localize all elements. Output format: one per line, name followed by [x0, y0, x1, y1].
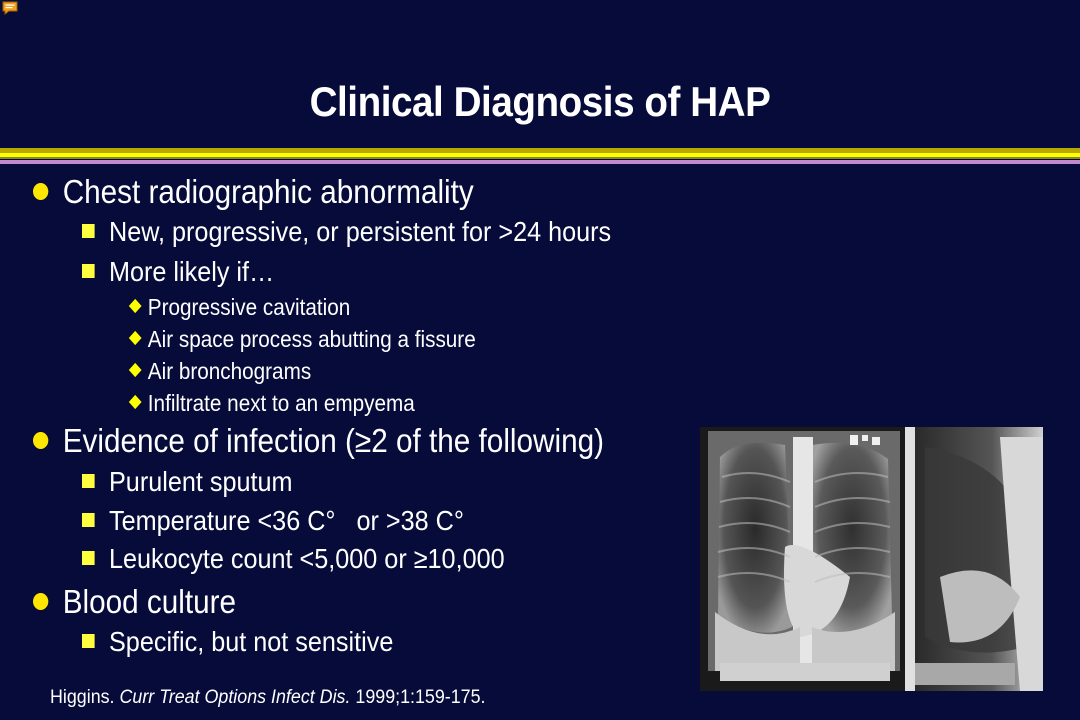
sub-sub-bullet-text: Air space process abutting a fissure — [147, 326, 476, 352]
yellow-circle-bullet-icon — [33, 183, 48, 200]
sub-bullet-text: Purulent sputum — [109, 466, 293, 497]
yellow-square-bullet-icon — [82, 634, 95, 648]
bullet-text: Blood culture — [62, 583, 237, 620]
sub-bullet-more-likely — [82, 256, 274, 288]
bullet-chest-radiographic — [33, 173, 474, 211]
sub-bullet-specific — [82, 626, 393, 658]
sub-bullet-text: Specific, but not sensitive — [109, 626, 394, 657]
yellow-square-bullet-icon — [82, 264, 95, 278]
yellow-diamond-bullet-icon — [129, 363, 142, 377]
yellow-circle-bullet-icon — [33, 432, 48, 449]
sub-bullet-new-progressive — [82, 216, 611, 248]
yellow-diamond-bullet-icon — [129, 395, 142, 409]
bullet-text: Evidence of infection (≥2 of the following) — [62, 422, 605, 459]
yellow-square-bullet-icon — [82, 224, 95, 238]
citation-author: Higgins. — [50, 687, 115, 708]
sub-bullet-leukocyte-count — [82, 543, 505, 575]
citation — [50, 687, 485, 709]
sub-bullet-text: New, progressive, or persistent for >24 hours — [109, 216, 612, 247]
yellow-square-bullet-icon — [82, 513, 95, 527]
sub-bullet-text: More likely if… — [109, 256, 275, 287]
bullet-blood-culture — [33, 583, 236, 621]
slide-title: Clinical Diagnosis of HAP — [309, 78, 771, 125]
yellow-diamond-bullet-icon — [129, 331, 142, 345]
yellow-diamond-bullet-icon — [129, 299, 142, 313]
chest-xray-drawing — [700, 427, 1043, 691]
sub-sub-bullet-cavitation — [128, 294, 350, 321]
title-divider-purple — [0, 160, 1080, 164]
sub-bullet-purulent-sputum — [82, 466, 293, 498]
yellow-square-bullet-icon — [82, 551, 95, 565]
sub-sub-bullet-air-space — [128, 326, 476, 353]
sub-sub-bullet-text: Infiltrate next to an empyema — [147, 390, 415, 416]
citation-details: 1999;1:159-175. — [355, 687, 486, 708]
sub-sub-bullet-text: Progressive cavitation — [147, 294, 351, 320]
citation-journal: Curr Treat Options Infect Dis. — [119, 687, 351, 708]
comment-icon[interactable] — [2, 1, 18, 15]
yellow-square-bullet-icon — [82, 474, 95, 488]
bullet-text: Chest radiographic abnormality — [62, 173, 474, 210]
sub-sub-bullet-air-bronchograms — [128, 358, 311, 385]
bullet-evidence-infection — [33, 422, 604, 460]
sub-bullet-text: Temperature <36 C° or >38 C° — [109, 505, 464, 536]
sub-bullet-text: Leukocyte count <5,000 or ≥10,000 — [109, 543, 505, 574]
sub-bullet-temperature — [82, 505, 464, 537]
sub-sub-bullet-text: Air bronchograms — [147, 358, 312, 384]
sub-sub-bullet-infiltrate — [128, 390, 415, 417]
title-divider-dark — [0, 157, 1080, 159]
chest-xray-image — [700, 427, 1043, 691]
yellow-circle-bullet-icon — [33, 593, 48, 610]
